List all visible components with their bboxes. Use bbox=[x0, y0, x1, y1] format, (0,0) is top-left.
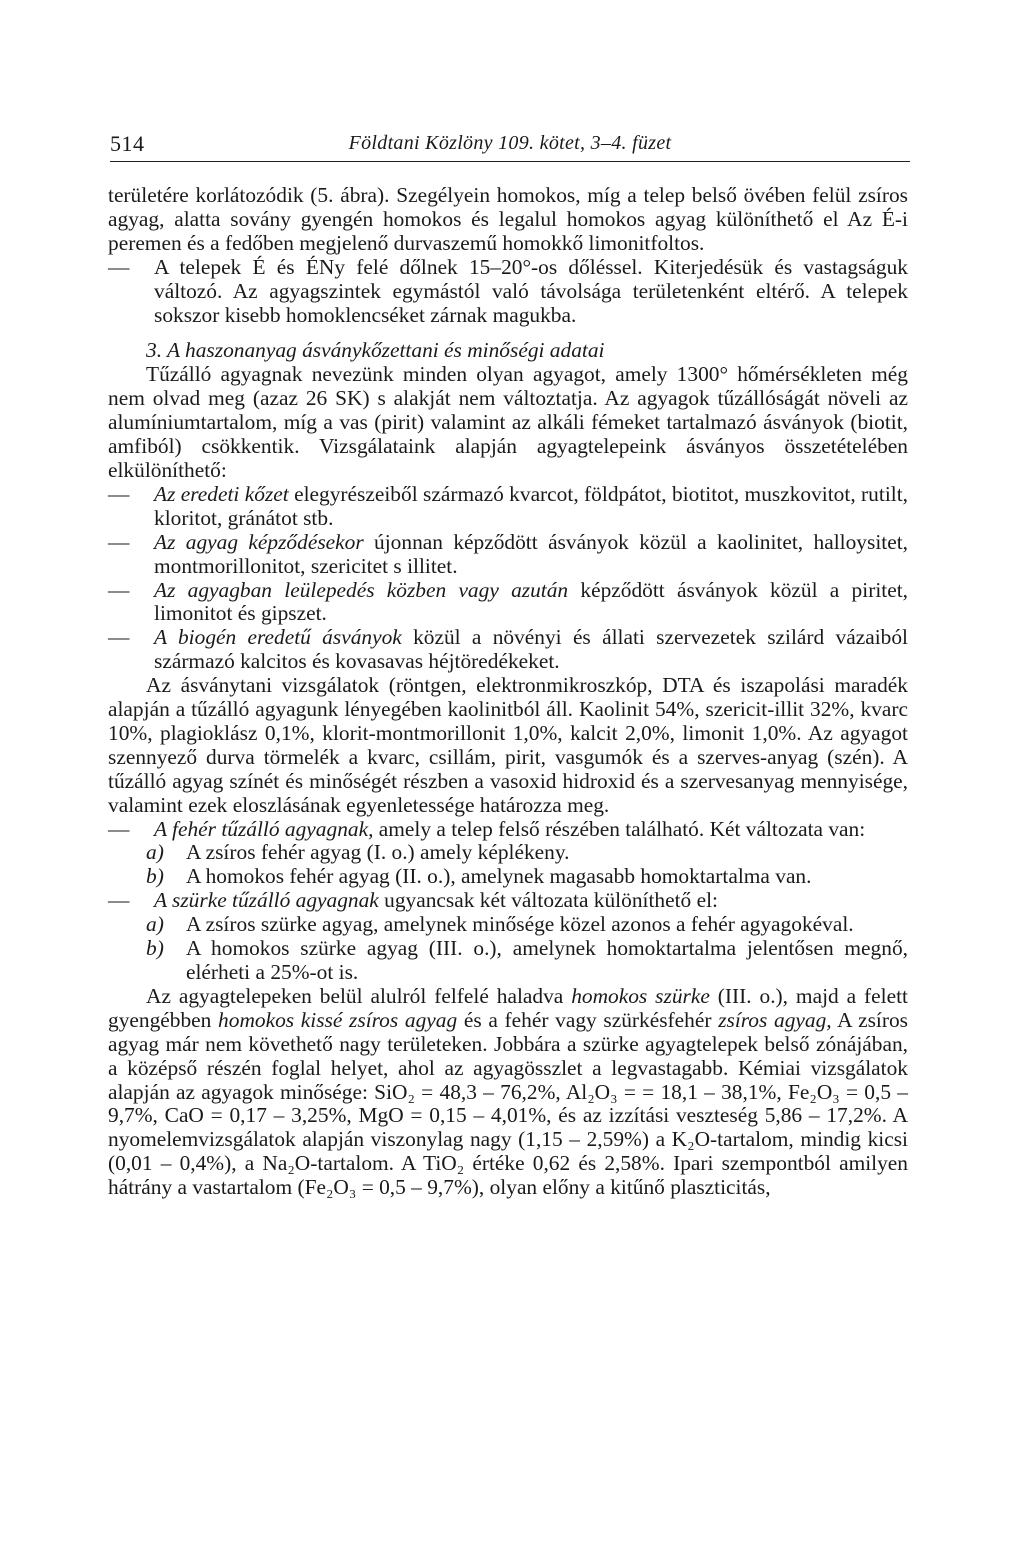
sub-item bbox=[108, 913, 908, 937]
dash-mark: — bbox=[108, 529, 130, 554]
list-item bbox=[108, 818, 908, 842]
sub-item-text: A homokos fehér agyag (II. o.), amelynek magasabb homoktartalma van. bbox=[186, 864, 812, 889]
list-item-text: amely a telep felső részében található. Két változata van: bbox=[373, 816, 866, 841]
sub-item-text: A homokos szürke agyag (III. o.), amelynek homoktartalma jelentősen megnő, elérheti a 25%-ot is. bbox=[186, 936, 908, 984]
list-item-text: közül a növényi és állati szervezetek szilárd vázaiból származó kalcitos és kovasavas héjtöredékeket. bbox=[154, 625, 908, 674]
dash-mark: — bbox=[108, 625, 130, 650]
list-item-text: ugyancsak két változata különíthető el: bbox=[378, 888, 718, 913]
paragraph-text: Az agyagtelepeken belül alulról felfelé haladva bbox=[146, 983, 572, 1008]
list-item bbox=[108, 626, 908, 674]
article-body bbox=[108, 184, 908, 1200]
sub-item-label: b) bbox=[146, 936, 164, 961]
sub-item-label: b) bbox=[146, 864, 164, 889]
dash-mark: — bbox=[108, 577, 130, 602]
sub-item-text: A zsíros fehér agyag (I. o.) amely képlékeny. bbox=[186, 840, 570, 865]
paragraph-text: (III. o.), majd a felett gyengébben bbox=[108, 983, 908, 1032]
list-item bbox=[108, 483, 908, 531]
list-item-emphasis: Az eredeti kőzet bbox=[154, 481, 289, 506]
list-item-text: elegyrészeiből származó kvarcot, földpátot, biotitot, muszkovitot, rutilt, kloritot, gránátot stb. bbox=[154, 481, 908, 530]
list-item bbox=[108, 579, 908, 627]
list-item-text: képződött ásványok közül a piritet, limonitot és gipszet. bbox=[154, 577, 908, 626]
paragraph: területére korlátozódik (5. ábra). Szegélyein homokos, míg a telep belső övében felül zsíros agyag, alatta sovány gyengén homokos és legalul homokos agyag különíthető el Az É-i peremen és a fedőben megjelenő durvaszemű homokkő limonitfoltos. bbox=[108, 183, 908, 255]
dash-mark: — bbox=[108, 481, 130, 506]
list-item-emphasis: Az agyagban leülepedés közben vagy azután bbox=[154, 577, 569, 602]
sub-item-label: a) bbox=[146, 912, 164, 937]
list-item bbox=[108, 531, 908, 579]
paragraph: Az ásványtani vizsgálatok (röntgen, elektronmikroszkóp, DTA és iszapolási maradék alapján a tűzálló agyagunk lényegében kaolinitból áll. Kaolinit 54%, szericit-illit 32%, kvarc 10%, plagioklász 0,1%, klorit-montmorillonit 1,0%, kalcit 2,0%, limonit 1,0%. Az agyagot szennyező durva törmelék a kvarc, csillám, pirit, vasgumók és a szerves-anyag (szén). A tűzálló agyag színét és minőségét részben a vasoxid hidroxid és a szervesanyag mennyisége, valamint ezek eloszlásának egyenletessége határozza meg. bbox=[108, 673, 908, 817]
list-item-emphasis: Az agyag képződésekor bbox=[154, 529, 364, 554]
list-item-emphasis: A szürke tűzálló agyagnak bbox=[154, 888, 379, 913]
running-header bbox=[110, 131, 910, 162]
dash-mark: — bbox=[108, 888, 130, 913]
sub-item-label: a) bbox=[146, 840, 164, 865]
list-item bbox=[108, 889, 908, 913]
paragraph-text: A zsíros agyag már nem követhető nagy területeken. Jobbára a szürke agyagtelepek belső zónájában, a középső részén foglal helyet, ahol az agyagösszlet a legvastagabb. Kémiai vizsgálatok alapján az agyagok minősége: SiO₂ = 48,3 – 76,2%, Al₂O₃ = = 18,1 – 38,1%, Fe₂O₃ = 0,5 – 9,7%, CaO = 0,17 – 3,25%, MgO = 0,15 – 4,01%, és az izzítási veszteség 5,86 – 17,2%. A nyomelemvizsgálatok alapján viszonylag nagy (1,15 – 2,59%) a K₂O-tartalom, mindig kicsi (0,01 – 0,4%), a Na₂O-tartalom. A TiO₂ értéke 0,62 és 2,58%. Ipari szempontból amilyen hátrány a vastartalom (Fe₂O₃ = 0,5 – 9,7%), olyan előny a kitűnő plaszticitás, bbox=[108, 1007, 909, 1200]
list-item-emphasis: A biogén eredetű ásványok bbox=[154, 625, 402, 650]
paragraph: Tűzálló agyagnak nevezünk minden olyan agyagot, amely 1300° hőmérsékleten még nem olvad meg (azaz 26 SK) s alakját nem változtatja. Az agyagok tűzállóságát növeli az alumíniumtartalom, míg a vas (pirit) valamint az alkáli fémeket tartalmazó ásványok (biotit, amfiból) csökkentik. Vizsgálataink alapján agyagtelepeink ásványos összetételében elkülöníthető: bbox=[108, 362, 908, 482]
paragraph-text: A telepek É és ÉNy felé dőlnek 15–20°-os dőléssel. Kiterjedésük és vastagságuk változó. Az agyagszintek egymástól való távolsága területenként eltérő. A telepek sokszor kisebb homoklencséket zárnak magukba. bbox=[154, 254, 908, 327]
sub-item-text: A zsíros szürke agyag, amelynek minősége közel azonos a fehér agyagokéval. bbox=[186, 912, 854, 937]
list-item-text: újonnan képződött ásványok közül a kaolinitet, halloysitet, montmorillonitot, szericitet s illitet. bbox=[154, 529, 908, 578]
dash-paragraph bbox=[108, 256, 908, 328]
paragraph-text: és a fehér vagy szürkésfehér bbox=[457, 1007, 719, 1032]
paragraph-emphasis: homokos szürke bbox=[571, 983, 710, 1008]
paragraph bbox=[108, 985, 908, 1200]
section-heading-text: 3. A haszonanyag ásványkőzettani és minőségi adatai bbox=[146, 338, 605, 363]
section-heading bbox=[108, 339, 908, 363]
sub-item bbox=[108, 865, 908, 889]
sub-item bbox=[108, 937, 908, 985]
sub-item bbox=[108, 841, 908, 865]
page-number: 514 bbox=[110, 131, 145, 156]
paragraph-emphasis: homokos kissé zsíros agyag bbox=[218, 1007, 458, 1032]
paragraph-emphasis: zsíros agyag, bbox=[718, 1007, 832, 1032]
dash-mark: — bbox=[108, 254, 130, 279]
dash-mark: — bbox=[108, 816, 130, 841]
list-item-emphasis: A fehér tűzálló agyagnak, bbox=[154, 816, 374, 841]
journal-title: Földtani Közlöny 109. kötet, 3–4. füzet bbox=[348, 132, 672, 154]
